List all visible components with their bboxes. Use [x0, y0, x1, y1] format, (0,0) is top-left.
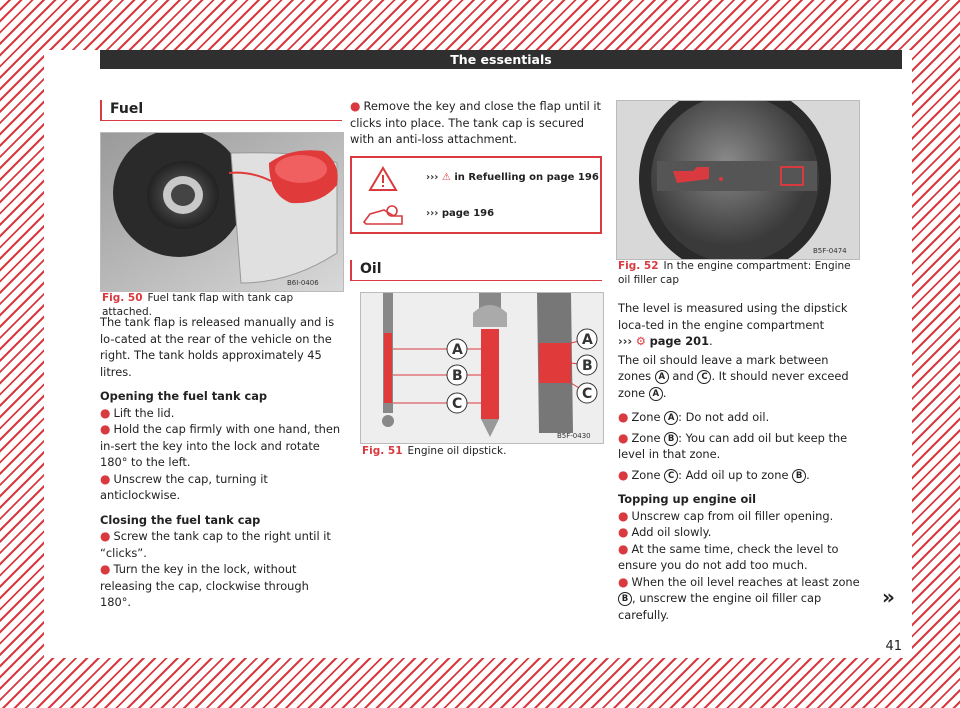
dipstick-label-a: A — [452, 342, 463, 358]
subheading: Topping up engine oil — [618, 492, 757, 506]
figure-number: Fig. 51 — [362, 445, 403, 457]
oil-cap-illustration — [617, 101, 859, 259]
dipstick-label-c-right: C — [582, 386, 593, 402]
dipstick-label-c: C — [452, 396, 463, 412]
page-number: 41 — [885, 639, 902, 654]
dipstick-label-a-right: A — [582, 332, 593, 348]
section-rule — [350, 280, 602, 281]
car-service-icon: ⚙ — [635, 334, 646, 348]
page-ref[interactable]: page 201 — [649, 334, 710, 348]
warning-ref-2[interactable]: ››› page 196 — [426, 208, 495, 219]
paragraph: The level is measured using the dipstick loca-ted in the engine compartment ››› ⚙ page 201. — [618, 301, 848, 348]
paragraph: The oil should leave a mark between zones A and C . It should never exceed zone A . — [618, 352, 849, 400]
section-heading-fuel: Fuel — [110, 101, 144, 117]
figure-code: B5F-0474 — [813, 247, 847, 255]
car-service-icon — [362, 202, 406, 228]
fuel-body — [100, 314, 342, 611]
oil-body — [618, 300, 860, 623]
paragraph: The tank flap is released manually and is lo-cated at the rear of the vehicle on the right. The tank holds approximately 45 litres. — [100, 315, 335, 379]
list-item: ● Unscrew the cap, turning it anticlockwise. — [100, 471, 268, 502]
figure-number: Fig. 50 — [102, 292, 143, 304]
figure-dipstick — [360, 292, 604, 444]
figure-code: B5F-0430 — [557, 432, 591, 440]
list-item: ● At the same time, check the level to ensure you do not add too much. — [618, 541, 839, 572]
figure-code: B6I-0406 — [287, 279, 319, 287]
section-heading-oil: Oil — [360, 261, 382, 277]
figure-oil-cap — [616, 100, 860, 260]
list-item: ● Lift the lid. — [100, 405, 175, 420]
figure-caption — [618, 259, 858, 287]
page — [44, 50, 912, 658]
zone-marker-a: A — [649, 387, 663, 401]
dipstick-illustration — [361, 293, 603, 443]
subheading: Closing the fuel tank cap — [100, 512, 261, 527]
subheading: Opening the fuel tank cap — [100, 389, 268, 403]
fuel-flap-illustration — [101, 133, 343, 291]
zone-marker-b: B — [792, 469, 806, 483]
dipstick-label-b-right: B — [582, 358, 593, 374]
paragraph: Remove the key and close the flap until it clicks into place. The tank cap is secured with an anti-loss attachment. — [350, 99, 602, 146]
section-marker — [350, 260, 352, 280]
caption-text: Engine oil dipstick. — [407, 445, 507, 457]
figure-fuel-flap — [100, 132, 344, 292]
list-item: ● Zone B : You can add oil but keep the level in that zone. — [618, 430, 848, 461]
list-item: ● Turn the key in the lock, without releasing the cap, clockwise through 180°. — [100, 562, 309, 609]
list-item: ● When the oil level reaches at least zone B , unscrew the engine oil filler cap carefully. — [618, 574, 860, 622]
zone-marker-b: B — [618, 592, 632, 606]
zone-marker-a: A — [664, 411, 678, 425]
section-marker — [100, 100, 102, 120]
zone-marker-c: C — [697, 370, 711, 384]
figure-caption — [362, 444, 602, 458]
list-item: ● Unscrew cap from oil filler opening. — [618, 508, 834, 523]
list-item: ● Zone C : Add oil up to zone B . — [618, 467, 810, 482]
caption-text: Fuel tank flap with tank cap attached. — [102, 292, 294, 318]
warning-box — [350, 156, 602, 234]
list-item: ● Screw the tank cap to the right until it “clicks”. — [100, 529, 331, 560]
warning-triangle-icon — [368, 166, 398, 192]
zone-marker-c: C — [664, 469, 678, 483]
dipstick-label-b: B — [452, 368, 463, 384]
caption-text: In the engine compartment: Engine oil filler cap — [618, 260, 851, 286]
continue-arrow-icon: » — [882, 585, 895, 609]
list-item: ● Zone A : Do not add oil. — [618, 410, 770, 424]
list-item: ● Add oil slowly. — [618, 525, 712, 539]
zone-marker-a: A — [655, 370, 669, 384]
figure-number: Fig. 52 — [618, 260, 659, 272]
chapter-header: The essentials — [100, 50, 902, 69]
zone-marker-b: B — [664, 432, 678, 446]
section-rule — [100, 120, 342, 121]
warning-ref-1[interactable]: ››› ⚠ in Refuelling on page 196 — [426, 172, 599, 183]
middle-step: ● Remove the key and close the flap until it clicks into place. The tank cap is secured with an anti-loss attachment. — [350, 99, 602, 146]
list-item: ● Hold the cap firmly with one hand, then in-sert the key into the lock and rotate 180° to the left. — [100, 422, 341, 469]
